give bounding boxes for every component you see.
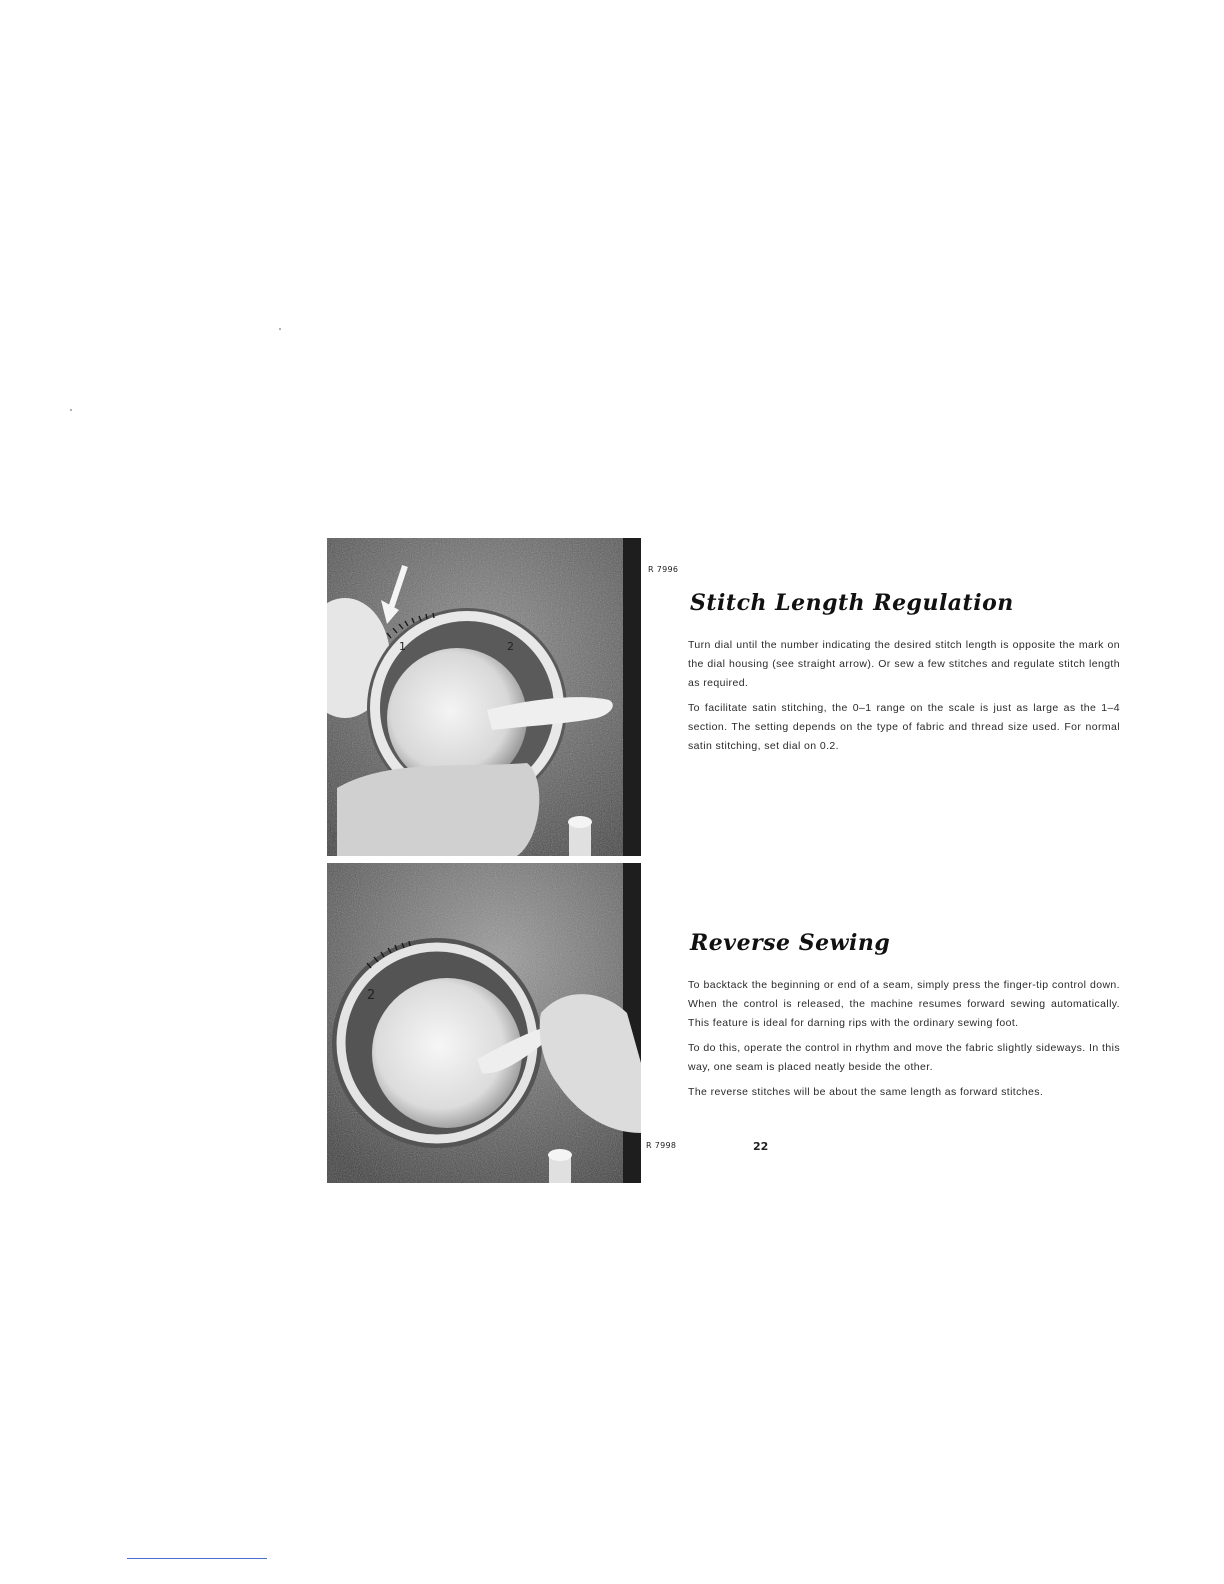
- figure-ref-code-top: R 7996: [648, 565, 679, 574]
- stitch-length-paragraph-1: Turn dial until the number indicating the desired stitch length is opposite the mark on the dial housing (see straight arrow). Or sew a few stitches and regulate stitch length as required.: [688, 639, 1120, 689]
- reverse-sewing-paragraph-2: To do this, operate the control in rhythm and move the fabric slightly sideways. In this way, one seam is placed neatly beside the other.: [688, 1042, 1120, 1073]
- stitch-length-paragraph-2: To facilitate satin stitching, the 0–1 range on the scale is just as large as the 1–4 section. The setting depends on the type of fabric and thread size used. For normal satin stitching, set dial on 0.2.: [688, 702, 1120, 752]
- svg-text:1: 1: [399, 640, 406, 653]
- svg-text:2: 2: [507, 640, 514, 653]
- scan-speck: [70, 409, 72, 411]
- reverse-sewing-paragraph-1: To backtack the beginning or end of a seam, simply press the finger-tip control down. When the control is released, the machine resumes forward sewing automatically. This feature is ideal for darning rips with the ordinary sewing foot.: [688, 979, 1120, 1029]
- reverse-sewing-control-photo: [327, 863, 641, 1183]
- reverse-sewing-heading: Reverse Sewing: [690, 930, 891, 956]
- stitch-length-dial-illustration: [327, 538, 641, 856]
- page-number: 22: [753, 1140, 769, 1153]
- footer-rule: [127, 1558, 267, 1559]
- stitch-length-dial-photo: [327, 538, 641, 856]
- figure-ref-code-bottom: R 7998: [646, 1141, 677, 1150]
- reverse-sewing-section: [688, 930, 1120, 1108]
- stitch-length-section: [688, 590, 1120, 762]
- reverse-sewing-illustration: [327, 863, 641, 1183]
- svg-text:2: 2: [367, 988, 376, 1003]
- reverse-sewing-paragraph-3: The reverse stitches will be about the same length as forward stitches.: [688, 1086, 1044, 1098]
- scan-speck: [279, 328, 281, 330]
- stitch-length-heading: Stitch Length Regulation: [690, 590, 1014, 616]
